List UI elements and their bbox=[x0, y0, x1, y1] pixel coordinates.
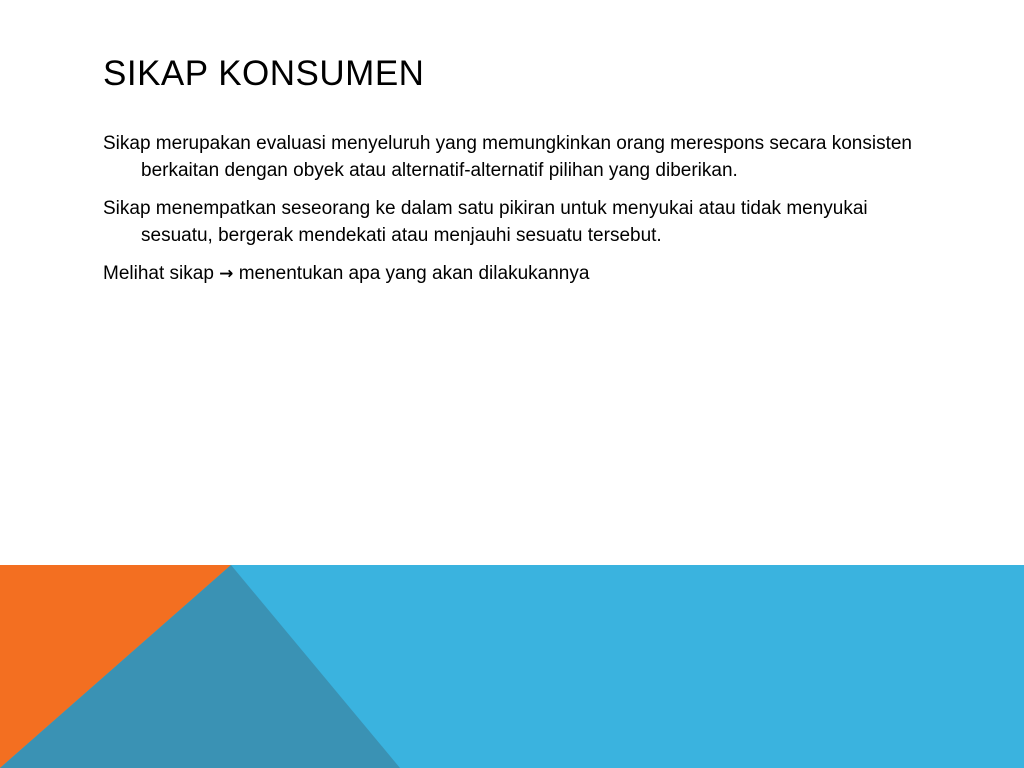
decorative-footer bbox=[0, 565, 1024, 768]
arrow-right-icon: → bbox=[219, 264, 234, 284]
paragraph-attitude-effect: Sikap menempatkan seseorang ke dalam satu pikiran untuk menyukai atau tidak menyukai sesuatu, bergerak mendekati atau menjauhi sesuatu tersebut. bbox=[103, 198, 868, 246]
slide-title: SIKAP KONSUMEN bbox=[103, 54, 425, 93]
conclusion-after: menentukan apa yang akan dilakukannya bbox=[238, 263, 590, 284]
paragraph-conclusion bbox=[103, 260, 918, 288]
conclusion-before: Melihat sikap bbox=[103, 263, 214, 284]
paragraph-definition: Sikap merupakan evaluasi menyeluruh yang memungkinkan orang merespons secara konsisten berkaitan dengan obyek atau alternatif-alternatif pilihan yang diberikan. bbox=[103, 133, 913, 181]
slide-body bbox=[103, 130, 918, 299]
